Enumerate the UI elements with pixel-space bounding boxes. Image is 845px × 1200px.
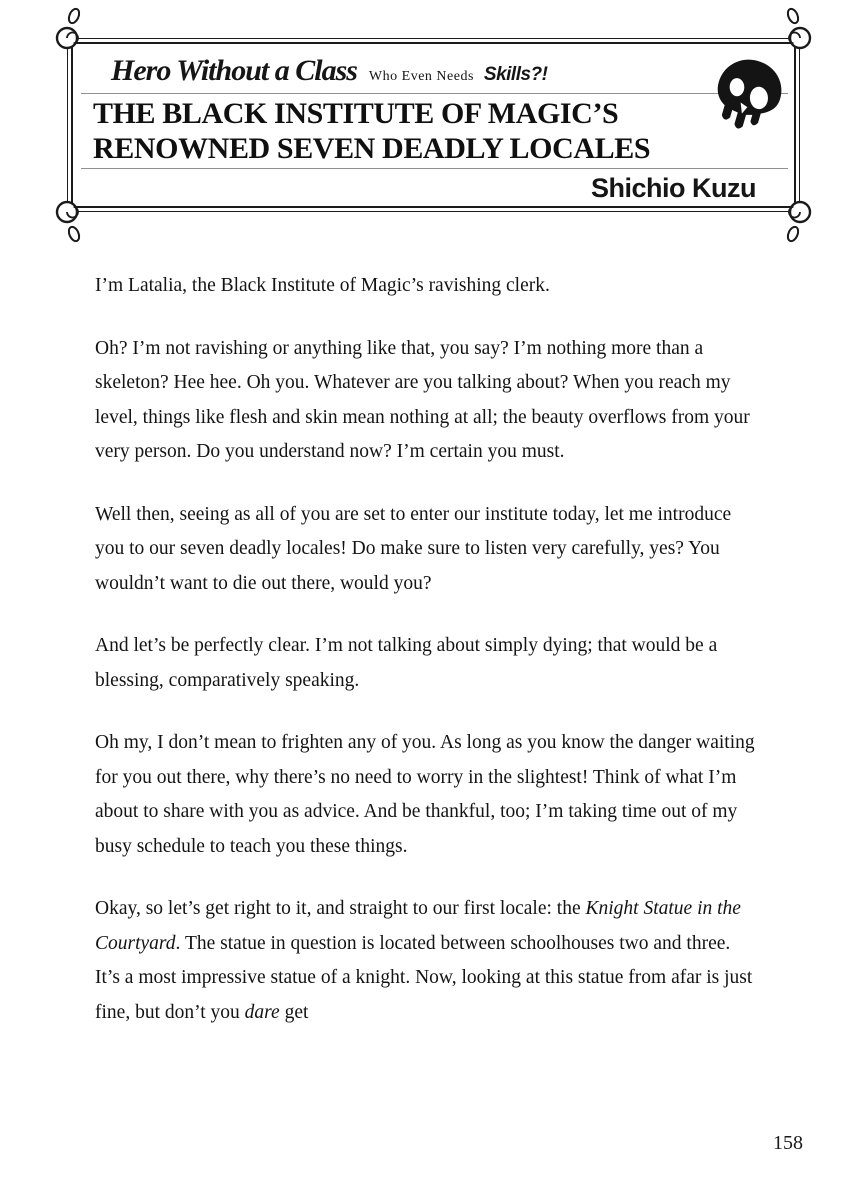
- paragraph: [95, 269, 755, 304]
- header-divider-top: [81, 93, 788, 94]
- series-title: Hero Without a Class: [111, 54, 357, 87]
- chapter-header-box: [67, 38, 800, 212]
- text-run: Okay, so let’s get right to it, and straight to our first locale: the: [95, 898, 586, 919]
- paragraph: [95, 498, 755, 602]
- chapter-title-line2: RENOWNED SEVEN DEADLY LOCALES: [93, 132, 651, 165]
- paragraph: [95, 629, 755, 698]
- chapter-title: [93, 96, 780, 166]
- paragraph: [95, 332, 755, 470]
- skull-icon: [704, 54, 790, 144]
- paragraph: [95, 726, 755, 864]
- text-run: Oh my, I don’t mean to frighten any of you. As long as you know the danger waiting for you out there, why there’s no need to worry in the slightest! Think of what I’m about to share with you as advice. And be thankful, too; I’m taking time out of my busy schedule to teach you these things.: [95, 732, 755, 857]
- text-run: . The statue in question is located between schoolhouses two and three. It’s a most impressive statue of a knight. Now, looking at this statue from afar is just fine, but don’t you: [95, 932, 753, 1023]
- chapter-title-line1: THE BLACK INSTITUTE OF MAGIC’S: [93, 97, 619, 130]
- series-subtitle-small: Who Even Needs: [368, 69, 474, 84]
- body-text: [95, 269, 755, 1058]
- header-frame-inner: [71, 42, 796, 208]
- corner-flourish-icon: [780, 196, 816, 244]
- paragraph: [95, 892, 755, 1030]
- text-run: Well then, seeing as all of you are set to enter our institute today, let me introduce you to our seven deadly locales! Do make sure to listen very carefully, yes? You wouldn’t want to die out there, would you?: [95, 503, 732, 594]
- text-run: And let’s be perfectly clear. I’m not talking about simply dying; that would be a blessing, comparatively speaking.: [95, 635, 718, 691]
- text-run: I’m Latalia, the Black Institute of Magic’s ravishing clerk.: [95, 275, 550, 296]
- series-subtitle-emphasis: Skills?!: [483, 64, 548, 85]
- italic-text-run: dare: [244, 1001, 280, 1023]
- series-title-line: [93, 51, 780, 91]
- header-divider-bottom: [81, 168, 788, 169]
- author-name: Shichio Kuzu: [591, 173, 756, 203]
- corner-flourish-icon: [51, 6, 87, 54]
- page-number: 158: [773, 1132, 803, 1154]
- italic-text-run: Knight Statue in the Courtyard: [95, 898, 741, 954]
- corner-flourish-icon: [780, 6, 816, 54]
- text-run: Oh? I’m not ravishing or anything like that, you say? I’m nothing more than a skeleton? Hee hee. Oh you. Whatever are you talking about? When you reach my level, things like flesh and skin mean nothing at all; the beauty overflows from your very person. Do you understand now? I’m certain you must.: [95, 337, 750, 462]
- corner-flourish-icon: [51, 196, 87, 244]
- text-run: get: [279, 1001, 309, 1023]
